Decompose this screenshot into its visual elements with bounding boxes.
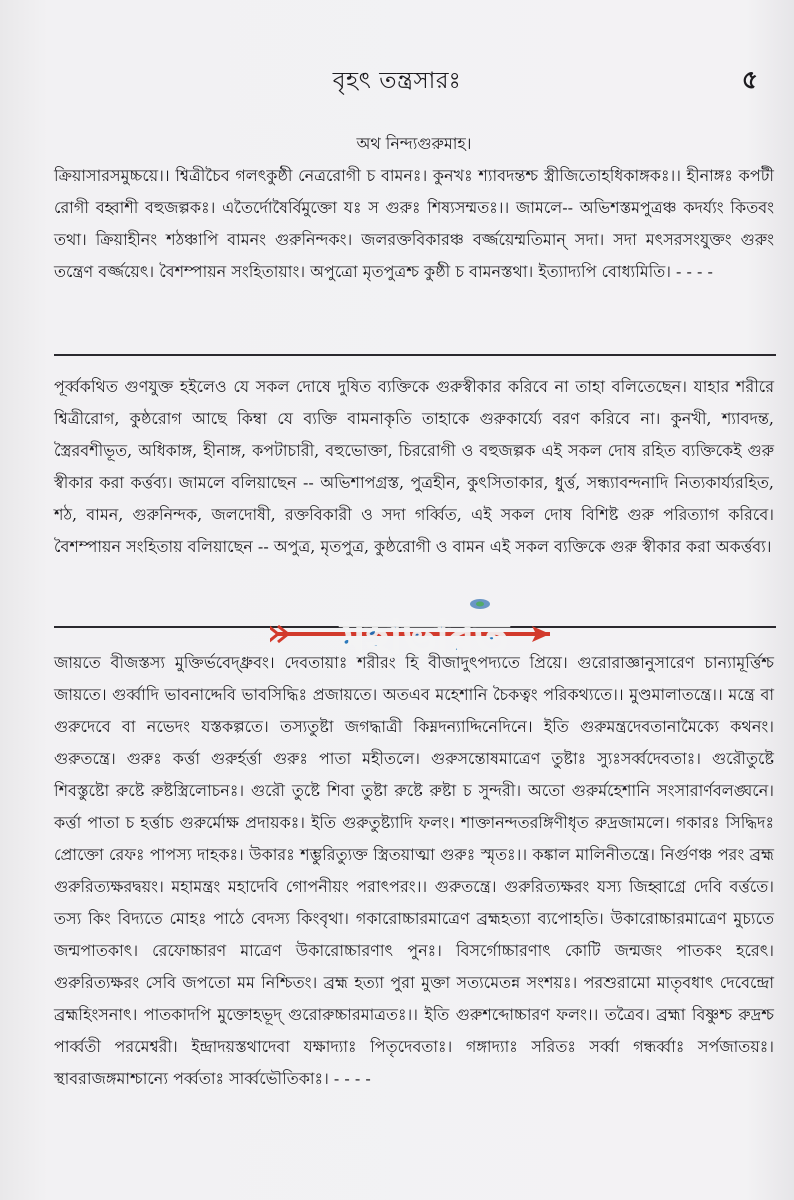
page-title: বৃহৎ তন্ত্রসারঃ <box>332 68 462 94</box>
sanskrit-verse-block-2: জায়তে বীজস্তস্য মুক্তির্ভবেদ্ধ্রুবং। দেবতায়াঃ শরীরং হি বীজাদুৎপদ্যতে প্রিয়ে। গুরোরাজ্ঞানুসারেণ চান্যামূর্ত্তিশ্চ জায়তে। গুর্ব্বাদি ভাবনাদ্দেবি ভাবসিদ্ধিঃ প্রজায়তে। অতএব মহেশানি চৈকত্বং পরিকথ্যতে।। মুণ্ডমালাতন্ত্রে।। মন্ত্রে বা গুরুদেবে বা নভেদং যস্তকল্পতে। তস্যতুষ্টা জগদ্ধাত্রী কিম্নদন্যাদ্দিনেদিনে। ইতি গুরুমন্ত্রদেবতানামৈক্যে কথনং। গুরুতন্ত্রে। গুরুঃ কর্ত্তা গুরুর্হর্ত্তা গুরুঃ পাতা মহীতলে। গুরুসন্তোষমাত্রেণ তুষ্টাঃ স্যুঃসর্ব্বদেবতাঃ। গুরৌতুষ্টে শিবস্তুষ্টো রুষ্টে রুষ্টস্ত্রিলোচনঃ। গুরৌ তুষ্টে শিবা তুষ্টা রুষ্টে রুষ্টা চ সুন্দরী। অতো গুরুর্মহেশানি সংসারার্ণবলঙ্ঘনে। কর্ত্তা পাতা চ হর্ত্তাচ গুরুর্মোক্ষ প্রদায়কঃ। ইতি গুরুতুষ্ট্যাদি ফলং। শাক্তানন্দতরঙ্গিণীধৃত রুদ্রজামলে। গকারঃ সিদ্ধিদঃ প্রোক্তো রেফঃ পাপস্য দাহকঃ। উকারঃ শম্ভুরিত্যুক্ত স্ত্রিতয়াত্মা গুরুঃ স্মৃতঃ।। কঙ্কাল মালিনীতন্ত্রে। নির্গুণঞ্চ পরং ব্রহ্ম গুরুরিত্যক্ষরদ্বয়ং। মহামন্ত্রং মহাদেবি গোপনীয়ং পরাৎপরং।। গুরুতন্ত্রে। গুরুরিত্যক্ষরং যস্য জিহ্বাগ্রে দেবি বর্ত্ততে। তস্য কিং বিদ্যতে মোহঃ পাঠে বেদস্য কিংবৃথা। গকারোচ্চারমাত্রেণ ব্রহ্মহত্যা ব্যপোহতি। উকারোচ্চারমাত্রেণ মুচ্যতে জন্মপাতকাৎ। রেফোচ্চারণ মাত্রেণ উকারোচ্চারণাৎ পুনঃ। বিসর্গোচ্চারণাৎ কোটি জন্মজং পাতকং হরেৎ। গুরুরিত্যক্ষরং সেবি জপতো মম নিশ্চিতং। ব্রহ্ম হত্যা পুরা মুক্তা সত্যমেতন্ন সংশয়ঃ। পরশুরামো মাতৃবধাৎ দেবেন্দ্রো ব্রহ্মহিংসনাৎ। পাতকাদপি মুক্তোহভূদ্ গুরোরুচ্চারমাত্রতঃ।। ইতি গুরুশব্দোচ্চারণ ফলং।। তত্রৈব। ব্রহ্মা বিষ্ণুশ্চ রুদ্রশ্চ পার্ব্বতী পরমেশ্বরী। ইন্দ্রাদয়স্তথাদেবা যক্ষাদ্যাঃ পিতৃদেবতাঃ। গঙ্গাদ্যাঃ সরিতঃ সর্ব্বা গন্ধর্ব্বাঃ সর্পজাতয়ঃ। স্থাবরাজঙ্গমাশ্চান্যে পর্ব্বতাঃ সার্ব্বভৌতিকাঃ। - - - - <box>54 653 774 1088</box>
page-number: ৫ <box>741 65 758 94</box>
page-header <box>0 58 794 94</box>
section-divider-2 <box>54 626 776 628</box>
section-heading: অথ নিন্দ্যগুরুমাহ। <box>356 134 472 153</box>
bengali-commentary-block: পূর্ব্বকথিত গুণযুক্ত হইলেও যে সকল দোষে দুষিত ব্যক্তিকে গুরুস্বীকার করিবে না তাহা বলিতেছেন। যাহার শরীরে শ্বিত্রীরোগ, কুষ্ঠরোগ আছে কিম্বা যে ব্যক্তি বামনাকৃতি তাহাকে গুরুকার্য্যে বরণ করিবে না। কুনখী, শ্যাবদন্ত, স্ত্রৈরবশীভূত, অধিকাঙ্গ, হীনাঙ্গ, কপটাচারী, বহুভোক্তা, চিররোগী ও বহুজল্পক এই সকল দোষ রহিত ব্যক্তিকেই গুরু স্বীকার করা কর্ত্তব্য। জামলে বলিয়াছেন -- অভিশাপগ্রস্ত, পুত্রহীন, কুৎসিতাকার, ধুর্ত্ত, সন্ধ্যাবন্দনাদি নিত্যকার্য্যরহিত, শঠ, বামন, গুরুনিন্দক, জলদোষী, রক্তবিকারী ও সদা গর্ব্বিত, এই সকল দোষ বিশিষ্ট গুরু পরিত্যাগ করিবে। বৈশম্পায়ন সংহিতায় বলিয়াছেন -- অপুত্র, মৃতপুত্র, কুষ্ঠরোগী ও বামন এই সকল ব্যক্তিকে গুরু স্বীকার করা অকর্ত্তব্য। <box>54 377 774 556</box>
watermark-text: মহাভারত <box>340 612 510 663</box>
sanskrit-verse-block-1: ক্রিয়াসারসমুচ্চয়ে।। শ্বিত্রীচৈব গলৎকুষ্ঠী নেত্ররোগী চ বামনঃ। কুনখঃ শ্যাবদন্তশ্চ স্ত্রীজিতোহধিকাঙ্গকঃ।। হীনাঙ্গঃ কপটী রোগী বহ্বাশী বহুজল্পকঃ। এতৈর্দোষৈর্বিমুক্তো যঃ স গুরুঃ শিষ্যসম্মতঃ।। জামলে-- অভিশস্তমপুত্রঞ্চ কদর্য্যং কিতবং তথা। ক্রিয়াহীনং শঠঞ্চাপি বামনং গুরুনিন্দকং। জলরক্তবিকারঞ্চ বর্জ্জয়েম্মতিমান্ সদা। সদা মৎসরসংযুক্তং গুরুং তন্ত্রেণ বর্জ্জয়েৎ। বৈশম্পায়ন সংহিতায়াং। অপুত্রো মৃতপুত্রশ্চ কুষ্ঠী চ বামনস্তথা। ইত্যাদ্যপি বোধ্যমিতি। - - - - <box>54 166 774 281</box>
section-divider-1 <box>54 354 776 356</box>
